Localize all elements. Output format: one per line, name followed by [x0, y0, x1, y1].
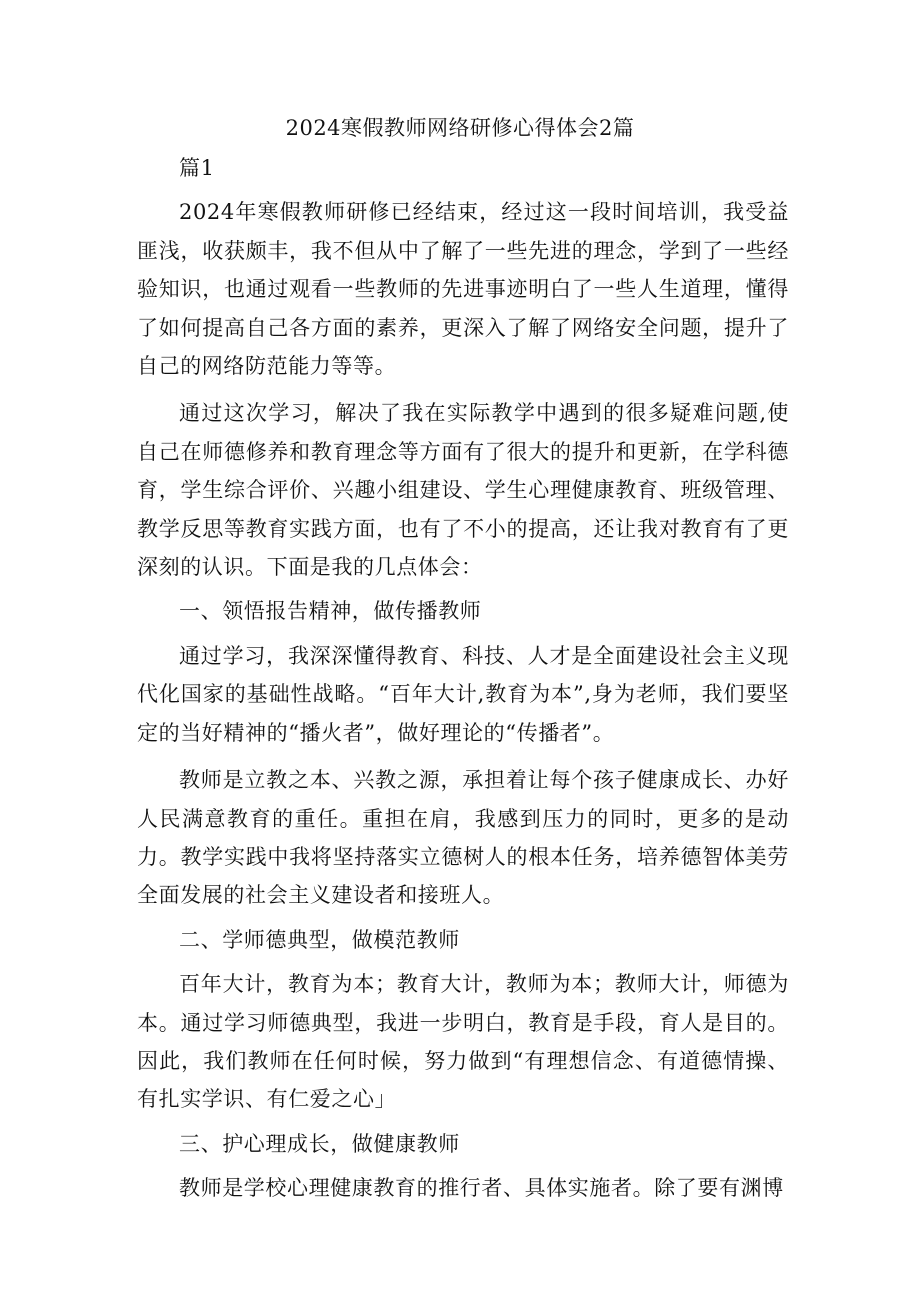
heading-section-three: 三、护心理成长，做健康教师 — [179, 1131, 460, 1156]
paragraph-mental-health: 教师是学校心理健康教育的推行者、具体实施者。除了要有渊博 — [179, 1176, 784, 1201]
section-label: 篇1 — [179, 156, 215, 180]
paragraph-learning-outcomes: 通过这次学习，解决了我在实际教学中遇到的很多疑难问题,使自己在师德修养和教育理念等方面有了很大的提升和更新，在学科德育，学生综合评价、兴趣小组建设、学生心理健康教育、班级管理、教学反思等教育实践方面，也有了不小的提高，还让我对教育有了更深刻的认识。下面是我的几点体会： — [137, 401, 789, 580]
paragraph-teacher-responsibility: 教师是立教之本、兴教之源，承担着让每个孩子健康成长、办好人民满意教育的重任。重担在肩，我感到压力的同时，更多的是动力。教学实践中我将坚持落实立德树人的根本任务，培养德智体美劳全面发展的社会主义建设者和接班人。 — [137, 768, 789, 908]
paragraph-education-strategy: 通过学习，我深深懂得教育、科技、人才是全面建设社会主义现代化国家的基础性战略。“百年大计,教育为本”,身为老师，我们要坚定的当好精神的“播火者”，做好理论的“传播者”。 — [137, 643, 789, 745]
paragraph-intro: 2024年寒假教师研修已经结束，经过这一段时间培训，我受益匪浅，收获颇丰，我不但从中了解了一些先进的理念，学到了一些经验知识，也通过观看一些教师的先进事迹明白了一些人生道理，懂得了如何提高自己各方面的素养，更深入了解了网络安全问题，提升了自己的网络防范能力等等。 — [137, 200, 789, 379]
heading-section-one: 一、领悟报告精神，做传播教师 — [179, 599, 482, 624]
paragraph-teacher-ethics: 百年大计，教育为本；教育大计，教师为本；教师大计，师德为本。通过学习师德典型，我进一步明白，教育是手段，育人是目的。因此，我们教师在任何时候，努力做到“有理想信念、有道德情操、有扎实学识、有仁爱之心」 — [137, 972, 789, 1112]
document-title: 2024寒假教师网络研修心得体会2篇 — [285, 116, 635, 140]
document-body — [137, 149, 789, 1208]
heading-section-two: 二、学师德典型，做模范教师 — [179, 927, 460, 952]
